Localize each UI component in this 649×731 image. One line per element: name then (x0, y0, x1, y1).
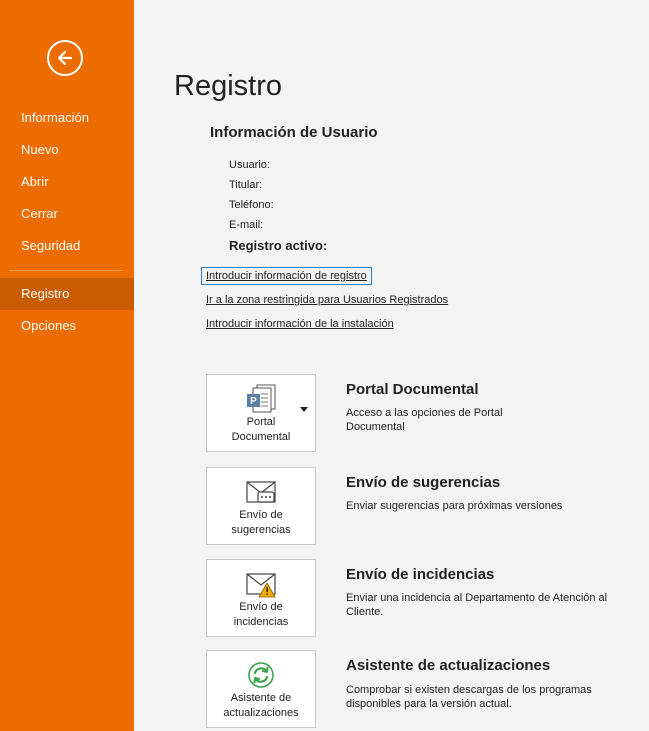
chevron-down-icon[interactable] (300, 407, 308, 412)
titular-label: Titular: (229, 179, 263, 191)
asistente-actualizaciones-desc: Comprobar si existen descargas de los programas disponibles para la versión actual. (346, 684, 592, 710)
usuario-label: Usuario: (229, 159, 270, 171)
envio-sugerencias-button[interactable] (206, 467, 316, 545)
tile-label: Envío de (239, 601, 283, 613)
tile-label: incidencias (233, 616, 289, 628)
envelope-warning-icon (244, 570, 278, 600)
tile-label: Portal (246, 416, 276, 428)
refresh-icon (246, 660, 276, 690)
envio-incidencias-title: Envío de incidencias (346, 566, 495, 583)
asistente-actualizaciones-title: Asistente de actualizaciones (346, 657, 551, 674)
introducir-instalacion-link[interactable]: Introducir información de la instalación (206, 318, 394, 330)
introducir-registro-link[interactable]: Introducir información de registro (201, 267, 372, 285)
sidebar-item-cerrar[interactable]: Cerrar (21, 206, 58, 221)
svg-text:P: P (250, 396, 257, 407)
page-title: Registro (174, 70, 282, 102)
zona-restringida-link[interactable]: Ir a la zona restringida para Usuarios Registrados (206, 294, 449, 306)
tile-label: Asistente de (230, 692, 292, 704)
envelope-chat-icon (244, 478, 278, 508)
tile-label: actualizaciones (223, 707, 299, 719)
sidebar-item-informacion[interactable]: Información (21, 110, 89, 125)
registro-activo-label: Registro activo: (229, 238, 328, 253)
sidebar-item-registro[interactable]: Registro (0, 278, 134, 310)
envio-sugerencias-title: Envío de sugerencias (346, 474, 501, 491)
envio-incidencias-desc: Enviar una incidencia al Departamento de Atención al Cliente. (346, 592, 608, 618)
back-button[interactable] (47, 40, 83, 76)
main-content (134, 0, 649, 731)
telefono-label: Teléfono: (229, 199, 274, 211)
envio-sugerencias-desc: Enviar sugerencias para próximas versiones (346, 500, 563, 512)
portal-documental-desc: Acceso a las opciones de Portal Documental (346, 407, 503, 433)
envio-incidencias-button[interactable] (206, 559, 316, 637)
sidebar-item-opciones[interactable]: Opciones (21, 318, 76, 333)
portal-documental-title: Portal Documental (346, 381, 479, 398)
sidebar (0, 0, 134, 731)
arrow-left-icon (55, 48, 75, 68)
sidebar-item-nuevo[interactable]: Nuevo (21, 142, 59, 157)
sidebar-item-seguridad[interactable]: Seguridad (21, 238, 81, 253)
document-portal-icon (243, 383, 279, 417)
sidebar-divider (10, 270, 123, 271)
email-label: E-mail: (229, 219, 264, 231)
tile-label: sugerencias (231, 524, 291, 536)
sidebar-item-abrir[interactable]: Abrir (21, 174, 49, 189)
user-info-heading: Información de Usuario (210, 124, 378, 141)
tile-label: Documental (231, 431, 291, 443)
portal-documental-button[interactable] (206, 374, 316, 452)
tile-label: Envío de (239, 509, 283, 521)
asistente-actualizaciones-button[interactable] (206, 650, 316, 728)
